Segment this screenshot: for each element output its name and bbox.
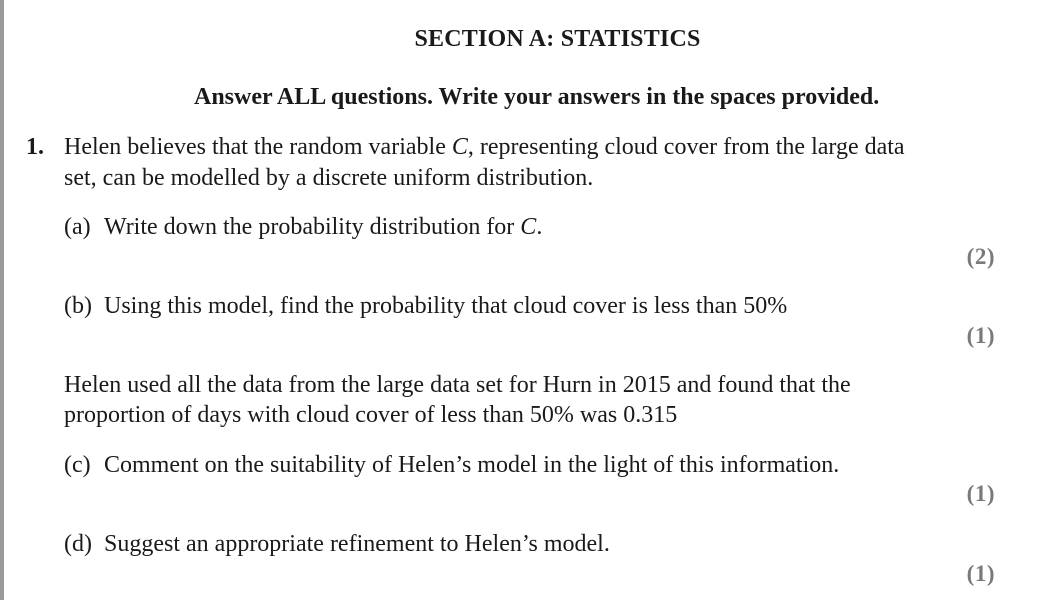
section-title: SECTION A: STATISTICS xyxy=(414,26,701,52)
intro-line1-post: , representing cloud cover from the large data xyxy=(467,134,905,160)
part-c xyxy=(64,452,839,479)
part-d-text: Suggest an appropriate refinement to Helen’s model. xyxy=(104,531,610,557)
part-b-text: Using this model, find the probability that cloud cover is less than 50% xyxy=(104,293,788,319)
part-d-label: (d) xyxy=(64,531,92,557)
part-c-marks: (1) xyxy=(966,481,995,506)
context-line-2: proportion of days with cloud cover of less than 50% was 0.315 xyxy=(64,402,678,428)
question-intro-line-1 xyxy=(64,134,905,161)
context-line-1: Helen used all the data from the large data set for Hurn in 2015 and found that the xyxy=(64,372,851,398)
part-b xyxy=(64,293,787,320)
part-a-label: (a) xyxy=(64,214,91,240)
part-c-text: Comment on the suitability of Helen’s model in the light of this information. xyxy=(104,452,840,478)
part-b-marks: (1) xyxy=(966,323,995,348)
instructions: Answer ALL questions. Write your answers in the spaces provided. xyxy=(194,84,880,110)
question-number: 1. xyxy=(26,134,44,160)
question-intro-line-2: set, can be modelled by a discrete uniform distribution. xyxy=(64,165,594,191)
part-a-marks: (2) xyxy=(966,244,995,269)
part-a-text-pre: Write down the probability distribution for xyxy=(104,214,521,240)
part-a-text-post: . xyxy=(536,214,543,240)
part-d-marks: (1) xyxy=(966,561,995,586)
part-b-label: (b) xyxy=(64,293,92,319)
intro-line1-pre: Helen believes that the random variable xyxy=(64,134,452,160)
part-c-label: (c) xyxy=(64,452,91,478)
random-variable: C xyxy=(451,134,468,160)
part-a-variable: C xyxy=(520,214,537,240)
part-d xyxy=(64,531,610,558)
part-a xyxy=(64,214,542,241)
